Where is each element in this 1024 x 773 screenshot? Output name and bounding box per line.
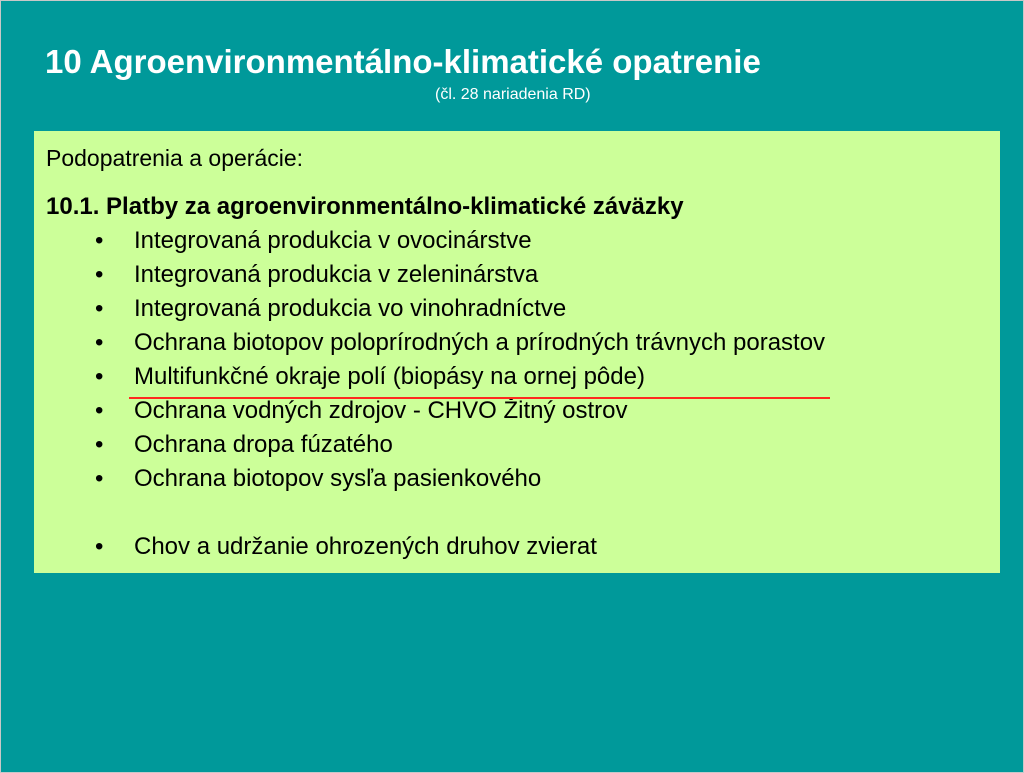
bullet-icon: •: [95, 397, 104, 424]
slide-subtitle: (čl. 28 nariadenia RD): [435, 86, 591, 103]
bullet-icon: •: [95, 227, 104, 254]
section-heading: 10.1. Platby za agroenvironmentálno-klimatické záväzky: [46, 193, 684, 220]
bullet-icon: •: [95, 363, 104, 390]
bullet-icon: •: [95, 431, 104, 458]
list-item-text: Multifunkčné okraje polí (biopásy na ornej pôde): [134, 363, 645, 390]
bullet-icon: •: [95, 533, 104, 560]
slide-title: 10 Agroenvironmentálno-klimatické opatrenie: [45, 43, 761, 80]
list-item-text: Ochrana biotopov poloprírodných a prírodných trávnych porastov: [134, 329, 826, 356]
bullet-icon: •: [95, 465, 104, 492]
list-item-text: Chov a udržanie ohrozených druhov zvierat: [134, 533, 597, 560]
content-box: [34, 131, 1000, 573]
list-item-text: Integrovaná produkcia vo vinohradníctve: [134, 295, 567, 322]
list-item-text: Ochrana dropa fúzatého: [134, 431, 393, 458]
bullet-icon: •: [95, 295, 104, 322]
list-item-text: Integrovaná produkcia v ovocinárstve: [134, 227, 532, 254]
list-item-text: Integrovaná produkcia v zeleninárstva: [134, 261, 539, 288]
bullet-icon: •: [95, 261, 104, 288]
list-item-text: Ochrana biotopov sysľa pasienkového: [134, 465, 542, 492]
highlight-underline: [129, 397, 830, 399]
list-item-text: Ochrana vodných zdrojov - CHVO Žitný ostrov: [134, 397, 628, 424]
intro-text: Podopatrenia a operácie:: [46, 145, 304, 171]
bullet-icon: •: [95, 329, 104, 356]
